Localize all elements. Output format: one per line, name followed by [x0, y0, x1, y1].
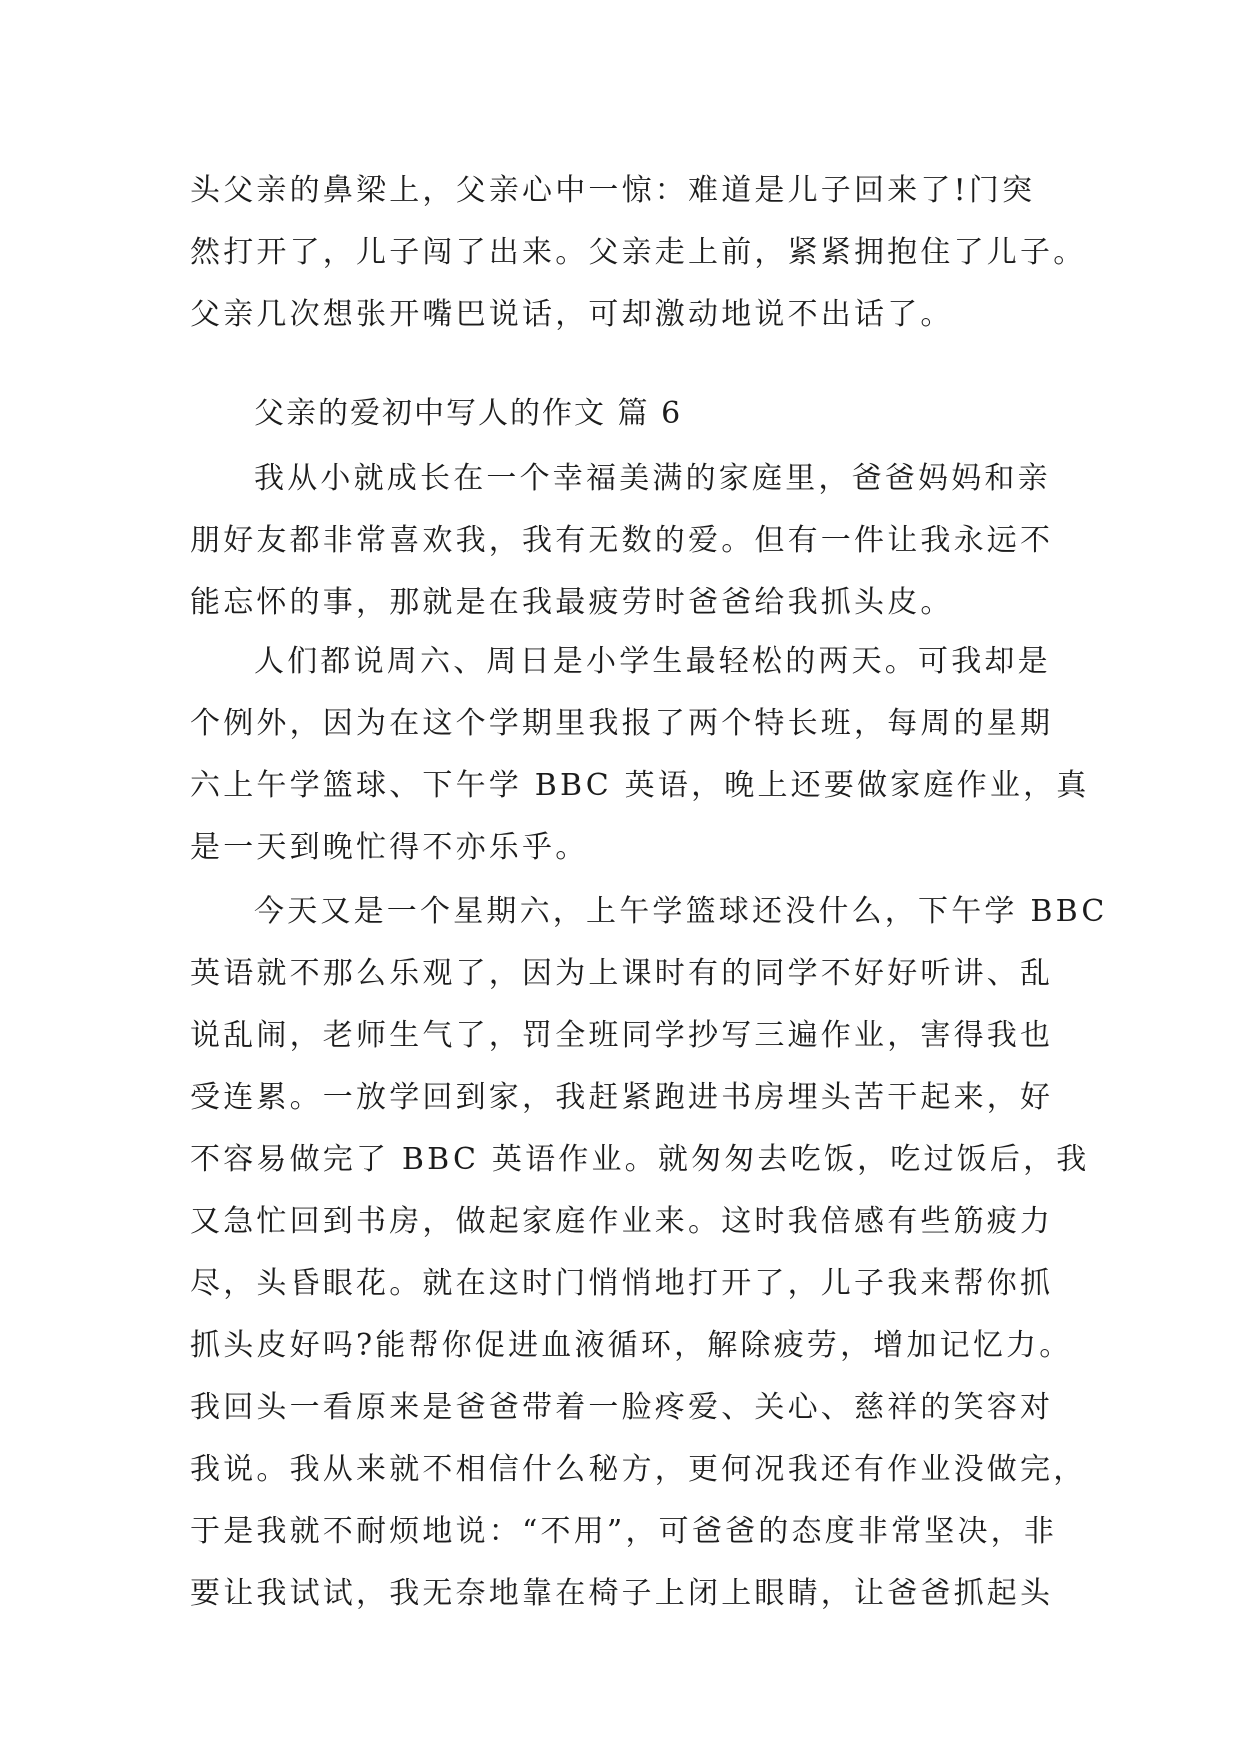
text-line: 然打开了，儿子闯了出来。父亲走上前，紧紧拥抱住了儿子。 — [190, 235, 1087, 270]
text-line: 英语就不那么乐观了，因为上课时有的同学不好好听讲、乱 — [190, 956, 1054, 991]
text-line: 于是我就不耐烦地说：“不用”，可爸爸的态度非常坚决，非 — [190, 1514, 1058, 1549]
text-line: 人们都说周六、周日是小学生最轻松的两天。可我却是 — [254, 644, 1051, 679]
text-line: 今天又是一个星期六，上午学篮球还没什么，下午学 BBC — [254, 894, 1108, 929]
text-line: 头父亲的鼻梁上，父亲心中一惊：难道是儿子回来了!门突 — [190, 173, 1036, 208]
paragraph — [190, 448, 1060, 634]
text-line: 受连累。一放学回到家，我赶紧跑进书房埋头苦干起来，好 — [190, 1080, 1054, 1115]
paragraph — [190, 881, 1108, 1625]
paragraph — [190, 631, 1090, 879]
text-line: 我从小就成长在一个幸福美满的家庭里，爸爸妈妈和亲 — [254, 461, 1051, 496]
text-line: 父亲几次想张开嘴巴说话，可却激动地说不出话了。 — [190, 297, 954, 332]
text-line: 六上午学篮球、下午学 BBC 英语，晚上还要做家庭作业，真 — [190, 768, 1090, 803]
continuation-paragraph — [190, 160, 1087, 346]
text-line: 说乱闹，老师生气了，罚全班同学抄写三遍作业，害得我也 — [190, 1018, 1054, 1053]
section-heading: 父亲的爱初中写人的作文 篇 6 — [254, 396, 683, 431]
text-line: 我回头一看原来是爸爸带着一脸疼爱、关心、慈祥的笑容对 — [190, 1390, 1054, 1425]
text-line: 要让我试试，我无奈地靠在椅子上闭上眼睛，让爸爸抓起头 — [190, 1576, 1054, 1611]
text-line: 能忘怀的事，那就是在我最疲劳时爸爸给我抓头皮。 — [190, 585, 954, 620]
text-line: 尽，头昏眼花。就在这时门悄悄地打开了，儿子我来帮你抓 — [190, 1266, 1054, 1301]
text-line: 不容易做完了 BBC 英语作业。就匆匆去吃饭，吃过饭后，我 — [190, 1142, 1090, 1177]
text-line: 个例外，因为在这个学期里我报了两个特长班，每周的星期 — [190, 706, 1054, 741]
text-line: 是一天到晚忙得不亦乐乎。 — [190, 830, 589, 865]
text-line: 又急忙回到书房，做起家庭作业来。这时我倍感有些筋疲力 — [190, 1204, 1054, 1239]
text-line: 我说。我从来就不相信什么秘方，更何况我还有作业没做完， — [190, 1452, 1087, 1487]
text-line: 抓头皮好吗?能帮你促进血液循环，解除疲劳，增加记忆力。 — [190, 1328, 1073, 1363]
text-line: 朋好友都非常喜欢我，我有无数的爱。但有一件让我永远不 — [190, 523, 1054, 558]
section-heading-block — [190, 383, 1060, 445]
